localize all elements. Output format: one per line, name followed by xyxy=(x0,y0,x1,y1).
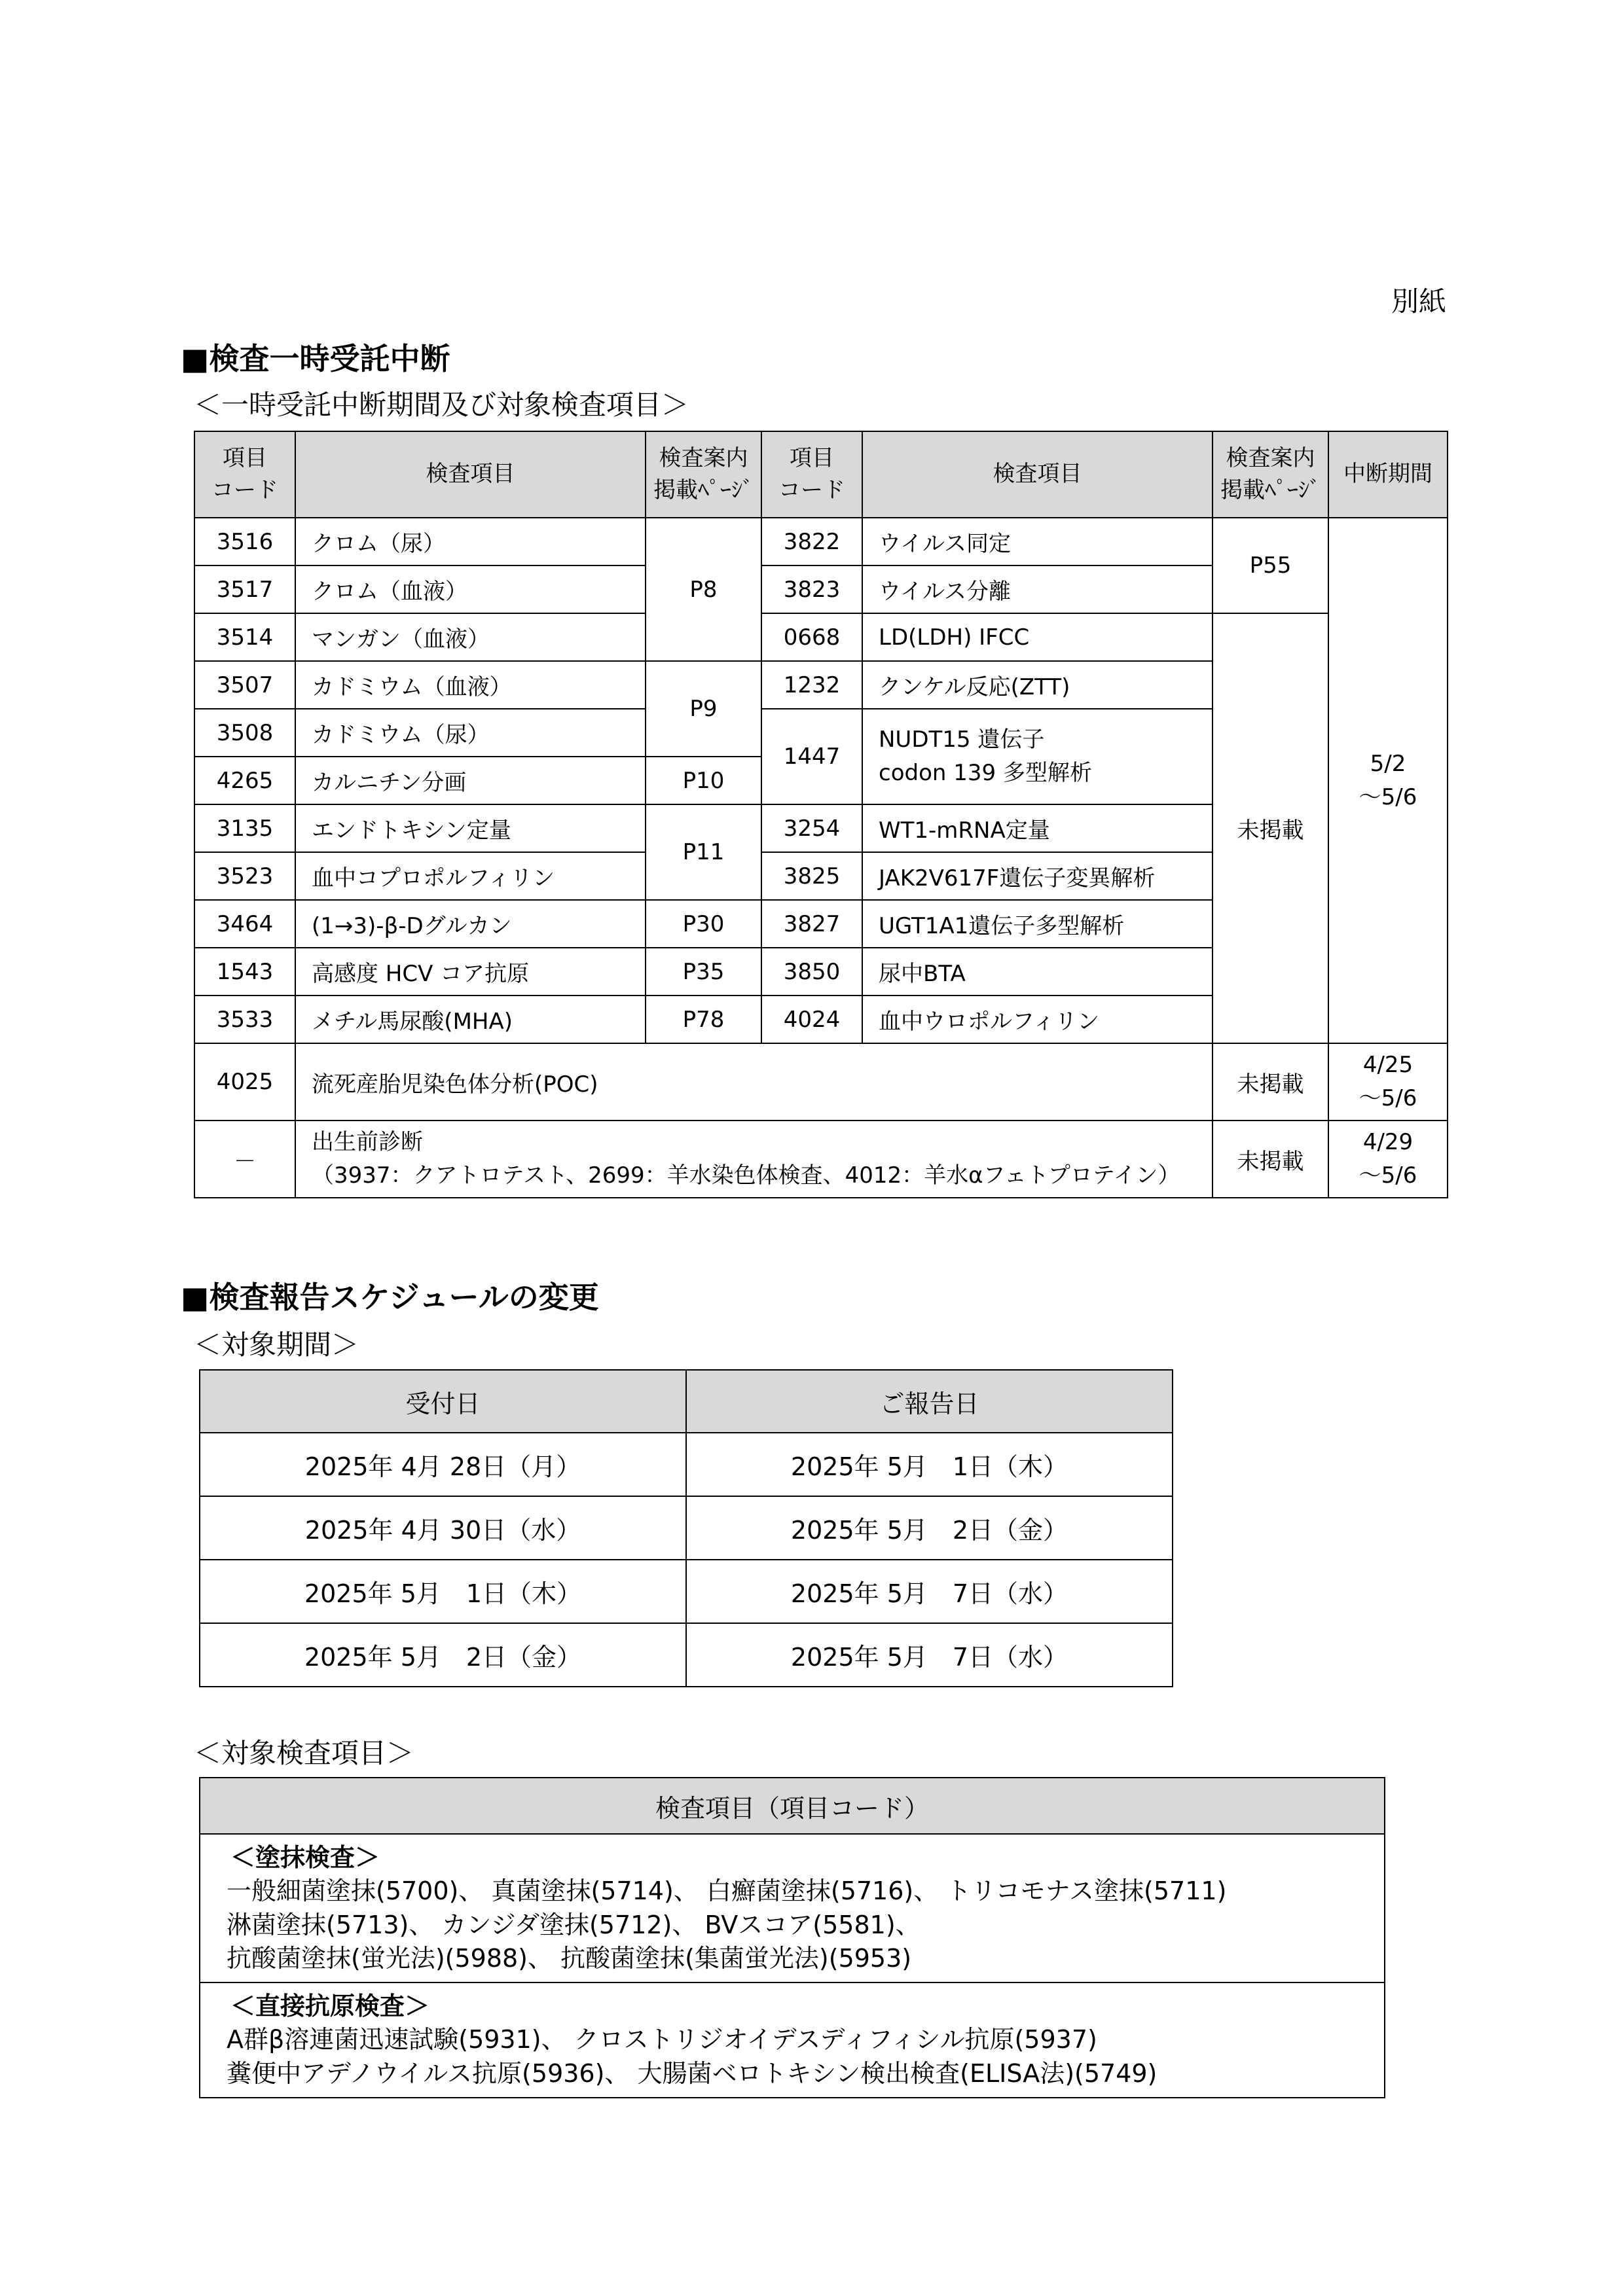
table-row xyxy=(200,1496,1173,1560)
item-name: クンケル反応(ZTT) xyxy=(862,661,1213,709)
item-name: クロム（尿） xyxy=(295,518,646,565)
section1-subtitle: ＜一時受託中断期間及び対象検査項目＞ xyxy=(194,389,689,421)
item-code: － xyxy=(194,1121,295,1198)
page-ref: P35 xyxy=(646,948,761,996)
item-name: ウイルス同定 xyxy=(862,518,1213,565)
item-code: 3508 xyxy=(194,709,295,757)
item-name: カドミウム（尿） xyxy=(295,709,646,757)
item-code: 3533 xyxy=(194,996,295,1043)
header-received-date: 受付日 xyxy=(200,1370,686,1433)
suspension-period: 5/2 ～5/6 xyxy=(1328,518,1448,1043)
item-code: 3827 xyxy=(761,900,862,948)
section1-title: ■検査一時受託中断 xyxy=(181,341,450,376)
item-name: ウイルス分離 xyxy=(862,565,1213,613)
page-ref: P11 xyxy=(646,804,761,900)
list-item: 淋菌塗抹(5713)、 カンジダ塗抹(5712)、 BVスコア(5581)、 xyxy=(227,1910,921,1939)
item-code: 1447 xyxy=(761,709,862,804)
item-name: 流死産胎児染色体分析(POC) xyxy=(295,1043,1213,1121)
item-name: 血中コプロポルフィリン xyxy=(295,852,646,900)
item-code: 3517 xyxy=(194,565,295,613)
item-code: 4025 xyxy=(194,1043,295,1121)
header-code: 項目 コード xyxy=(761,431,862,518)
header-report-date: ご報告日 xyxy=(686,1370,1173,1433)
page-ref: P10 xyxy=(646,757,761,804)
item-code: 1232 xyxy=(761,661,862,709)
item-name: 血中ウロポルフィリン xyxy=(862,996,1213,1043)
header-item: 検査項目 xyxy=(295,431,646,518)
received-date: 2025年 4月 30日（水） xyxy=(200,1496,686,1560)
header-page: 検査案内 掲載ﾍﾟｰｼﾞ xyxy=(646,431,761,518)
received-date: 2025年 5月 1日（木） xyxy=(200,1560,686,1623)
smear-test-group xyxy=(200,1834,1385,1982)
list-item: 抗酸菌塗抹(蛍光法)(5988)、 抗酸菌塗抹(集菌蛍光法)(5953) xyxy=(227,1943,912,1973)
page-ref: 未掲載 xyxy=(1213,613,1328,1043)
header-test-item: 検査項目（項目コード） xyxy=(200,1778,1385,1834)
list-item: A群β溶連菌迅速試験(5931)、 クロストリジオイデスディフィシル抗原(5937) xyxy=(227,2025,1097,2054)
table-row xyxy=(200,1560,1173,1623)
item-code: 3464 xyxy=(194,900,295,948)
suspension-period: 4/25 ～5/6 xyxy=(1328,1043,1448,1121)
item-code: 3523 xyxy=(194,852,295,900)
report-date: 2025年 5月 2日（金） xyxy=(686,1496,1173,1560)
report-date: 2025年 5月 1日（木） xyxy=(686,1433,1173,1496)
section3-subtitle: ＜対象検査項目＞ xyxy=(194,1737,414,1769)
item-code: 3135 xyxy=(194,804,295,852)
item-name: NUDT15 遺伝子 codon 139 多型解析 xyxy=(862,709,1213,804)
item-name: クロム（血液） xyxy=(295,565,646,613)
item-name: (1→3)-β-Dグルカン xyxy=(295,900,646,948)
item-code: 3850 xyxy=(761,948,862,996)
item-code: 1543 xyxy=(194,948,295,996)
page-ref: P9 xyxy=(646,661,761,757)
item-name: エンドトキシン定量 xyxy=(295,804,646,852)
page-ref: P78 xyxy=(646,996,761,1043)
item-name: LD(LDH) IFCC xyxy=(862,613,1213,661)
page-ref: P30 xyxy=(646,900,761,948)
section2-subtitle: ＜対象期間＞ xyxy=(194,1329,359,1361)
item-code: 3825 xyxy=(761,852,862,900)
item-name: 尿中BTA xyxy=(862,948,1213,996)
item-name: WT1-mRNA定量 xyxy=(862,804,1213,852)
group-title: ＜直接抗原検査＞ xyxy=(230,1992,430,2021)
target-items-table xyxy=(199,1777,1385,2098)
item-name: カドミウム（血液） xyxy=(295,661,646,709)
table-row xyxy=(200,1433,1173,1496)
table-row xyxy=(200,1623,1173,1687)
header-page: 検査案内 掲載ﾍﾟｰｼﾞ xyxy=(1213,431,1328,518)
item-name: マンガン（血液） xyxy=(295,613,646,661)
section2-title: ■検査報告スケジュールの変更 xyxy=(181,1280,599,1315)
group-title: ＜塗抹検査＞ xyxy=(230,1843,380,1872)
table-row xyxy=(194,518,1448,565)
table-row xyxy=(200,1982,1385,2098)
suspension-period: 4/29 ～5/6 xyxy=(1328,1121,1448,1198)
table-row xyxy=(194,1121,1448,1198)
schedule-table xyxy=(199,1369,1173,1687)
item-name: メチル馬尿酸(MHA) xyxy=(295,996,646,1043)
page-ref: 未掲載 xyxy=(1213,1043,1328,1121)
item-code: 3254 xyxy=(761,804,862,852)
antigen-test-group xyxy=(200,1982,1385,2098)
received-date: 2025年 4月 28日（月） xyxy=(200,1433,686,1496)
table-row xyxy=(194,613,1448,661)
page-ref: P55 xyxy=(1213,518,1328,613)
item-code: 3822 xyxy=(761,518,862,565)
table-row xyxy=(200,1834,1385,1982)
item-code: 4024 xyxy=(761,996,862,1043)
suspension-table xyxy=(194,431,1448,1198)
item-name: UGT1A1遺伝子多型解析 xyxy=(862,900,1213,948)
page-ref: P8 xyxy=(646,518,761,661)
item-code: 0668 xyxy=(761,613,862,661)
item-name: 出生前診断 （3937：クアトロテスト、2699：羊水染色体検査、4012：羊水αフェトプロテイン） xyxy=(295,1121,1213,1198)
header-code: 項目 コード xyxy=(194,431,295,518)
report-date: 2025年 5月 7日（水） xyxy=(686,1560,1173,1623)
item-code: 3514 xyxy=(194,613,295,661)
list-item: 一般細菌塗抹(5700)、 真菌塗抹(5714)、 白癬菌塗抹(5716)、 トリコモナス塗抹(5711) xyxy=(227,1876,1227,1906)
table-row xyxy=(194,1043,1448,1121)
page-ref: 未掲載 xyxy=(1213,1121,1328,1198)
item-name: JAK2V617F遺伝子変異解析 xyxy=(862,852,1213,900)
item-name: 高感度 HCV コア抗原 xyxy=(295,948,646,996)
item-code: 3823 xyxy=(761,565,862,613)
item-name: カルニチン分画 xyxy=(295,757,646,804)
list-item: 糞便中アデノウイルス抗原(5936)、 大腸菌ベロトキシン検出検査(ELISA法)(5749) xyxy=(227,2058,1158,2088)
header-item: 検査項目 xyxy=(862,431,1213,518)
item-code: 3507 xyxy=(194,661,295,709)
item-code: 3516 xyxy=(194,518,295,565)
annex-label: 別紙 xyxy=(1391,285,1447,317)
report-date: 2025年 5月 7日（水） xyxy=(686,1623,1173,1687)
received-date: 2025年 5月 2日（金） xyxy=(200,1623,686,1687)
header-period: 中断期間 xyxy=(1328,431,1448,518)
item-code: 4265 xyxy=(194,757,295,804)
